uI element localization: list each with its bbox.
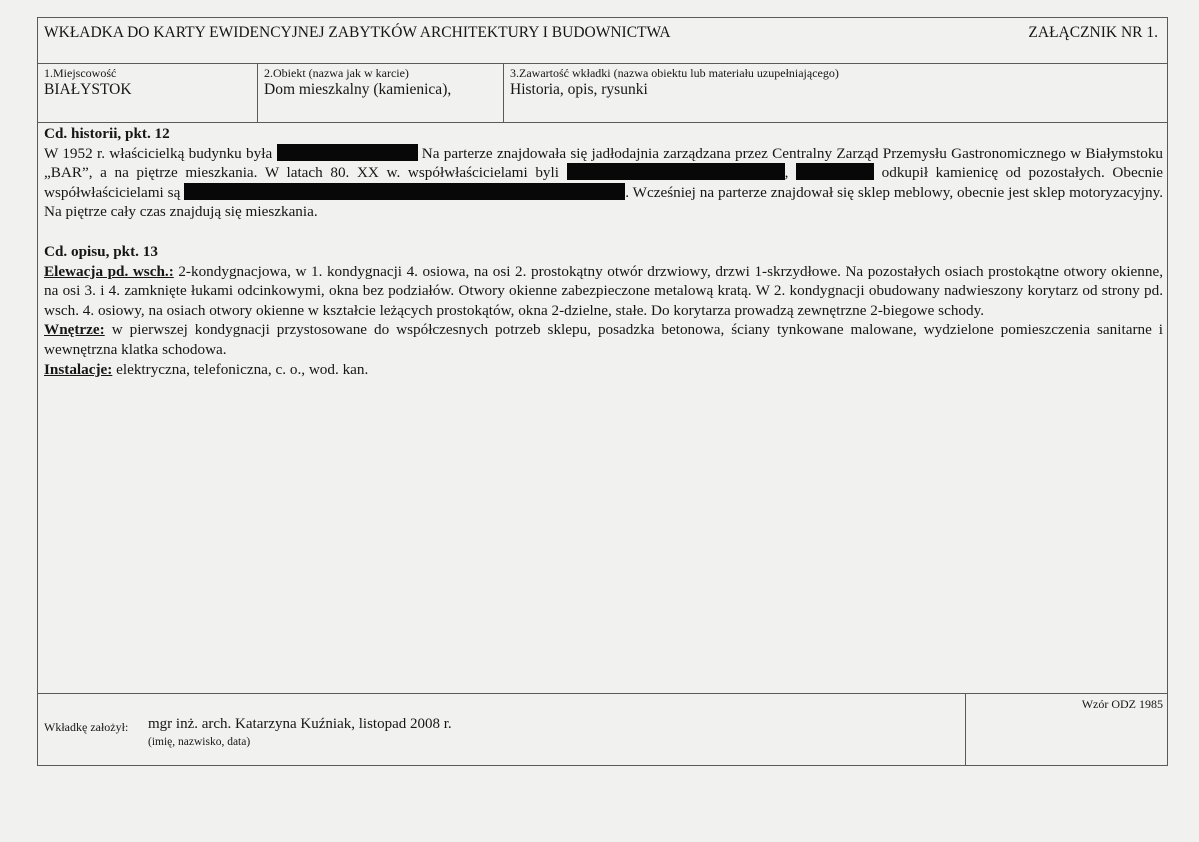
installations-text: elektryczna, telefoniczna, c. o., wod. kan. [116, 360, 369, 378]
description-heading: Cd. opisu, pkt. 13 [44, 242, 158, 260]
history-heading: Cd. historii, pkt. 12 [44, 125, 170, 142]
field-locality [38, 63, 258, 122]
history-text-4: odkupił kamienicę od pozostałych. Obecnie współwłaścicielami są [44, 164, 1164, 201]
history-paragraph [44, 144, 1163, 222]
history-text-3: , [784, 164, 789, 182]
card-title: WKŁADKA DO KARTY EWIDENCYJNEJ ZABYTKÓW ARCHITEKTURY I BUDOWNICTWA [44, 24, 671, 41]
elevation-label: Elewacja pd. wsch.: [44, 262, 174, 280]
card-header [38, 18, 1167, 64]
field-object-value: Dom mieszkalny (kamienica), [264, 81, 452, 98]
field-locality-label: 1.Miejscowość [44, 66, 117, 80]
record-card [37, 17, 1168, 766]
field-content [504, 63, 1167, 122]
redaction-box [277, 144, 418, 161]
history-text-2: Na parterze znajdowała się jadłodajnia zarządzana przez Centralny Zarząd Przemysłu Gastronomicznego w Białymstoku „BAR”, a na piętrze mieszkania. W latach 80. XX w. współwłaścicielami byli [44, 144, 1164, 182]
interior-text: w pierwszej kondygnacji przystosowane do współczesnych potrzeb sklepu, posadzka betonowa, ściany tynkowane malowane, wydzielone pomieszczenia sanitarne i wewnętrzna klatka schodowa. [44, 321, 1164, 358]
prepared-by-value: mgr inż. arch. Katarzyna Kuźniak, listopad 2008 r. [148, 716, 452, 732]
card-body [44, 124, 1163, 379]
interior-paragraph [44, 320, 1163, 359]
elevation-text: 2-kondygnacjowa, w 1. kondygnacji 4. osiowa, na osi 2. prostokątny otwór drzwiowy, drzwi 1-skrzydłowe. Na pozostałych osiach prostokątne otwory okienne, na osi 3. i 4. zamknięte łukami odcinkowymi, okna bez podziałów. Otwory okienne zabezpieczone metalową kratą. W 2. kondygnacji obudowany nadwieszony korytarz od strony pd. wsch. 4. osiowy, na osiach otwory okienne w kształcie leżących prostokątów, okna 2-dzielne, stałe. Do korytarza prowadzą zewnętrzne 2-biegowe schody. [44, 262, 1164, 319]
history-text-5: . Wcześniej na parterze znajdował się sklep meblowy, obecnie jest sklep motoryzacyjny. Na piętrze cały czas znajdują się mieszkania. [44, 183, 1163, 221]
field-content-label: 3.Zawartość wkładki (nazwa obiektu lub materiału uzupełniającego) [510, 66, 839, 80]
field-object [258, 63, 504, 122]
field-object-label: 2.Obiekt (nazwa jak w karcie) [264, 66, 409, 80]
attachment-number: ZAŁĄCZNIK NR 1. [1028, 24, 1158, 41]
field-locality-value: BIAŁYSTOK [44, 81, 132, 98]
spacer [44, 222, 1163, 242]
fields-row [38, 63, 1167, 123]
field-content-value: Historia, opis, rysunki [510, 81, 648, 98]
history-text-1: W 1952 r. właścicielką budynku była [44, 144, 273, 162]
card-footer [38, 693, 1167, 765]
redaction-box [184, 183, 625, 200]
footer-author-cell [38, 694, 966, 765]
prepared-by-label: Wkładkę założył: [44, 720, 129, 734]
installations-label: Instalacje: [44, 360, 113, 378]
redaction-box [796, 163, 874, 180]
elevation-paragraph [44, 262, 1163, 321]
redaction-box [567, 163, 785, 180]
interior-label: Wnętrze: [44, 321, 105, 339]
prepared-by-hint: (imię, nazwisko, data) [148, 736, 251, 748]
installations-paragraph [44, 360, 1163, 380]
form-model: Wzór ODZ 1985 [1081, 697, 1163, 711]
